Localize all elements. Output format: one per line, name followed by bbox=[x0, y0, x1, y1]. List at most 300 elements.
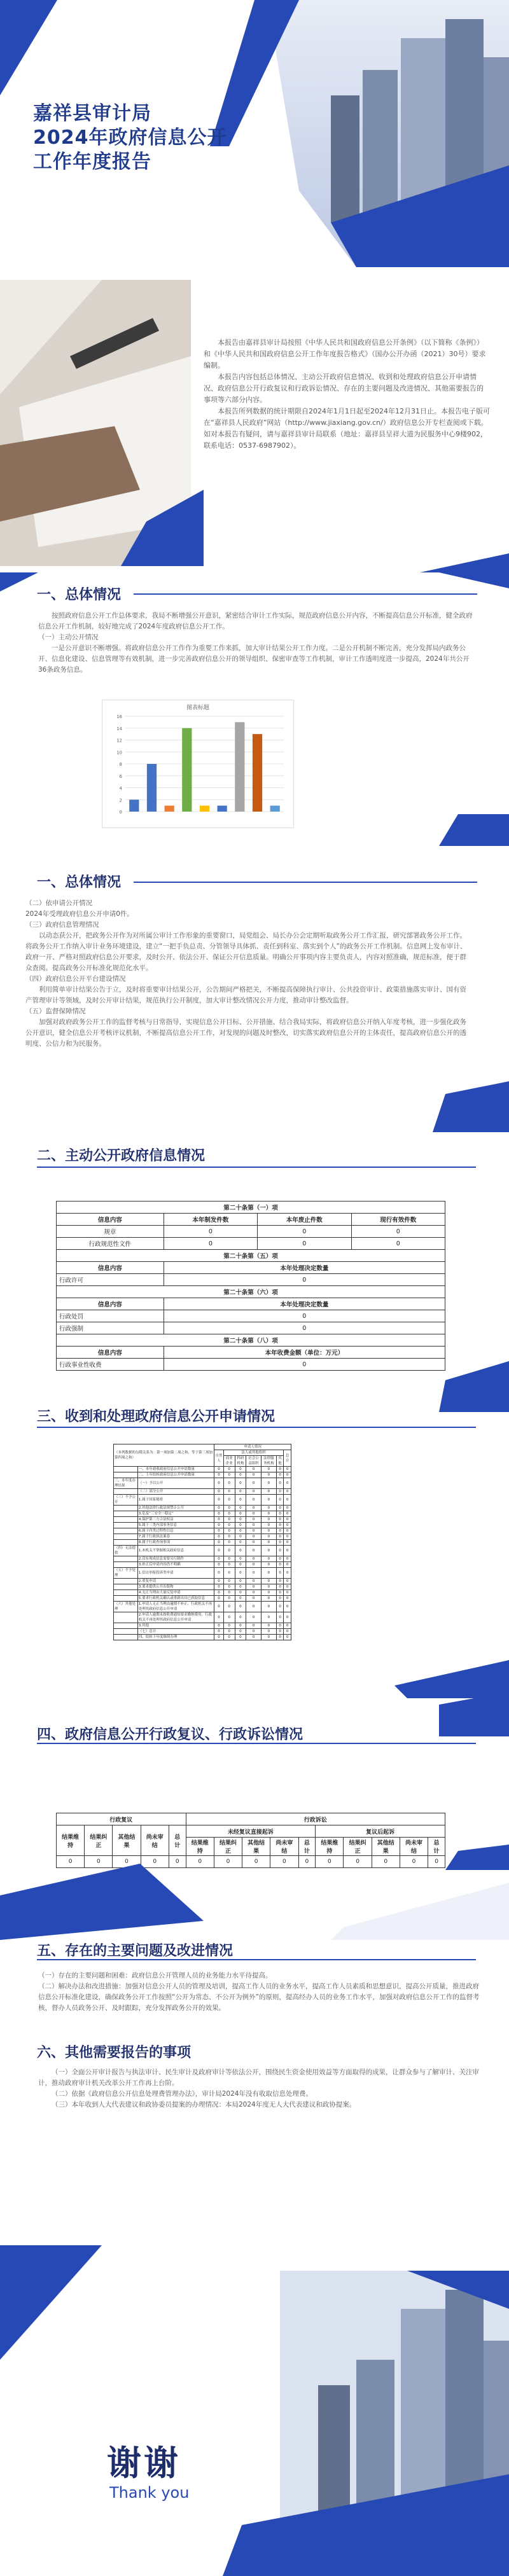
table-cell: 0 bbox=[235, 1489, 246, 1495]
table-cell: 0 bbox=[276, 1472, 284, 1478]
table-cell: 0 bbox=[261, 1568, 276, 1579]
chart-y-tick: 4 bbox=[119, 786, 122, 791]
table-row bbox=[57, 1347, 445, 1359]
footer-thanks: 谢谢 bbox=[107, 2443, 181, 2483]
table-cell: 信息内容 bbox=[57, 1298, 164, 1310]
chart-bar bbox=[165, 806, 174, 812]
table-cell: 0 bbox=[276, 1568, 284, 1579]
table-cell: 0 bbox=[246, 1534, 261, 1540]
table-cell: 0 bbox=[261, 1590, 276, 1596]
table-cell: 3.补正后申请内容仍不明确 bbox=[137, 1562, 214, 1568]
chart-bar bbox=[235, 722, 244, 812]
table-row bbox=[114, 1579, 291, 1584]
table-cell: 1.信访举报投诉类申请 bbox=[137, 1568, 214, 1579]
table-cell: 0 bbox=[223, 1534, 235, 1540]
table-cell: 结果纠正 bbox=[344, 1838, 372, 1856]
table-cell: 信息内容 bbox=[57, 1347, 164, 1359]
table-cell: （二）部分公开 bbox=[137, 1489, 214, 1495]
table-cell: 0 bbox=[284, 1590, 291, 1596]
table-cell: 行政复议 bbox=[57, 1813, 186, 1825]
table-cell: 0 bbox=[223, 1467, 235, 1472]
table-cell: 总计 bbox=[284, 1450, 291, 1467]
heading-underline bbox=[37, 1167, 476, 1168]
section-issues-heading: 五、存在的主要问题及改进情况 bbox=[37, 1943, 234, 1959]
table-cell: 结果维持 bbox=[316, 1838, 344, 1856]
table-cell: 0 bbox=[214, 1546, 224, 1556]
table-cell: 0 bbox=[261, 1540, 276, 1546]
table-cell: 0 bbox=[246, 1562, 261, 1568]
table-cell: 未经复议直接起诉 bbox=[186, 1825, 316, 1838]
table-row bbox=[114, 1584, 291, 1590]
cover-intro-p2: 本报告内容包括总体情况、主动公开政府信息情况、收到和处理政府信息公开申请情况、政府信息公开行政复议和行政诉讼情况、存在的主要问题及改进情况、其他需要报告的事项等六部分内容。 bbox=[204, 373, 484, 404]
table-cell: 结果纠正 bbox=[85, 1825, 113, 1856]
table-cell: 0 bbox=[284, 1495, 291, 1506]
table-cell: 0 bbox=[214, 1472, 224, 1478]
table-cell: 结果纠正 bbox=[214, 1838, 242, 1856]
section-proactive bbox=[0, 1132, 509, 1399]
section-overview-text bbox=[38, 611, 477, 675]
table-cell: 本年废止件数 bbox=[258, 1214, 351, 1226]
table-cell: 0 bbox=[235, 1540, 246, 1546]
table-cell: 0 bbox=[284, 1546, 291, 1556]
table-cell: 0 bbox=[223, 1623, 235, 1629]
table-cell: 0 bbox=[223, 1562, 235, 1568]
table-cell: 0 bbox=[261, 1546, 276, 1556]
section-overview-continued-heading: 一、总体情况 bbox=[37, 875, 122, 890]
table-cell: 0 bbox=[261, 1584, 276, 1590]
table-cell: 0 bbox=[261, 1472, 276, 1478]
table-cell: 本年处理决定数量 bbox=[164, 1298, 445, 1310]
table-row bbox=[114, 1629, 291, 1635]
table-cell: 0 bbox=[276, 1590, 284, 1596]
table-cell: 0 bbox=[235, 1579, 246, 1584]
table-cell: 0 bbox=[246, 1540, 261, 1546]
table-cell: 0 bbox=[214, 1489, 224, 1495]
table-cell: 0 bbox=[276, 1629, 284, 1635]
chart-bar bbox=[129, 800, 139, 812]
table-cell: 0 bbox=[235, 1562, 246, 1568]
table-cell: 0 bbox=[261, 1495, 276, 1506]
table-cell bbox=[114, 1623, 138, 1629]
table-cell: 0 bbox=[223, 1629, 235, 1635]
section-issues bbox=[0, 1934, 509, 2245]
table-cell: 0 bbox=[372, 1856, 400, 1868]
table-cell bbox=[114, 1590, 138, 1596]
table-row bbox=[57, 1274, 445, 1286]
table-cell: 其他 bbox=[276, 1456, 284, 1467]
table-cell: 5.要求行政机关确认或重新出具已获取信息 bbox=[137, 1596, 214, 1602]
table-cell: 3.其他 bbox=[137, 1623, 214, 1629]
table-cell: 0 bbox=[235, 1546, 246, 1556]
heading-underline bbox=[37, 1743, 476, 1744]
table-cell: 1.本机关不掌握相关政府信息 bbox=[137, 1546, 214, 1556]
cover-title bbox=[33, 102, 227, 174]
table-row bbox=[114, 1556, 291, 1562]
table-cell bbox=[114, 1579, 138, 1584]
overview-chart bbox=[102, 700, 294, 828]
table-cell: 复议后起诉 bbox=[316, 1825, 445, 1838]
table-cell: 0 bbox=[276, 1562, 284, 1568]
table-cell bbox=[114, 1511, 138, 1517]
table-cell: 0 bbox=[242, 1856, 270, 1868]
table-cell: 0 bbox=[223, 1590, 235, 1596]
table-cell: 0 bbox=[284, 1534, 291, 1540]
table-cell: 0 bbox=[261, 1612, 276, 1623]
chart-y-tick: 2 bbox=[119, 798, 122, 803]
chart-title: 图表标题 bbox=[186, 705, 209, 711]
table-row bbox=[114, 1511, 291, 1517]
cover-title-line-1: 嘉祥县审计局 bbox=[33, 102, 151, 125]
table-row bbox=[114, 1596, 291, 1602]
table-row bbox=[57, 1813, 445, 1825]
table-cell: 0 bbox=[186, 1856, 214, 1868]
overview2-line-6: 利用简单审计结果公告于立，及时将重要审计结果公开，公告期间严格把关，不断提高保障执行审计、公共投资审计、政策措施落实审计、国有资产管理审计等领域，及时公开审计结果，规范执行公开制度，加大审计整改情况公开力度，推动审计整改监督。 bbox=[25, 986, 466, 1004]
table-cell: 0 bbox=[246, 1623, 261, 1629]
table-cell: 0 bbox=[276, 1602, 284, 1612]
chart-y-tick: 6 bbox=[119, 773, 122, 779]
table-cell: 0 bbox=[235, 1478, 246, 1489]
table-cell bbox=[114, 1629, 138, 1635]
table-cell: 0 bbox=[214, 1596, 224, 1602]
table-cell: 0 bbox=[284, 1478, 291, 1489]
section-other-text bbox=[38, 2067, 484, 2110]
table-row bbox=[57, 1334, 445, 1347]
table-row bbox=[114, 1534, 291, 1540]
overview-sub1: （一）主动公开情况 bbox=[38, 634, 99, 641]
table-cell: 0 bbox=[235, 1635, 246, 1640]
table-cell: 商业企业 bbox=[223, 1456, 235, 1467]
table-cell: 0 bbox=[276, 1596, 284, 1602]
table-cell: 6.属于四类过程性信息 bbox=[137, 1528, 214, 1534]
table-cell: 0 bbox=[214, 1562, 224, 1568]
table-cell: 0 bbox=[284, 1579, 291, 1584]
table-section-cell: 第二十条第（一）项 bbox=[57, 1201, 445, 1214]
chart-y-tick: 12 bbox=[116, 738, 122, 744]
table-cell: 0 bbox=[284, 1623, 291, 1629]
cover-section bbox=[0, 0, 509, 572]
table-cell: （一）予以公开 bbox=[137, 1478, 214, 1489]
table-cell: 0 bbox=[235, 1467, 246, 1472]
table-cell: 0 bbox=[246, 1568, 261, 1579]
table-row bbox=[114, 1568, 291, 1579]
table-cell: 0 bbox=[235, 1596, 246, 1602]
table-cell: 0 bbox=[258, 1238, 351, 1250]
table-cell: 0 bbox=[235, 1584, 246, 1590]
table-row bbox=[114, 1528, 291, 1534]
table-cell: 0 bbox=[235, 1523, 246, 1528]
table-cell: 0 bbox=[246, 1579, 261, 1584]
table-cell: 一、本年新收政府信息公开申请数量 bbox=[137, 1467, 214, 1472]
table-cell: 0 bbox=[223, 1528, 235, 1534]
overview2-line-3: （三）政府信息管理情况 bbox=[25, 921, 99, 929]
table-cell: 4.保护第三方合法权益 bbox=[137, 1517, 214, 1523]
table-row bbox=[114, 1523, 291, 1528]
table-cell: 0 bbox=[113, 1856, 141, 1868]
chart-y-tick: 8 bbox=[119, 762, 122, 767]
table-cell: 0 bbox=[223, 1540, 235, 1546]
table-cell: 尚未审结 bbox=[270, 1838, 298, 1856]
table-cell: 0 bbox=[261, 1623, 276, 1629]
table-cell: 0 bbox=[261, 1528, 276, 1534]
other-line-1: （一）全面公开审计报告与执法审计、民生审计及政府审计等依法公开，围绕民生资金使用效益等方面取得的成果，让群众参与了解审计、关注审计，推动政府审计机关改革公开工作再上台阶。 bbox=[38, 2068, 479, 2087]
table-cell: 0 bbox=[284, 1506, 291, 1511]
table-cell: 0 bbox=[261, 1467, 276, 1472]
table-cell: 0 bbox=[223, 1584, 235, 1590]
table-cell: 0 bbox=[261, 1556, 276, 1562]
table-row bbox=[57, 1286, 445, 1298]
table-cell: 0 bbox=[235, 1612, 246, 1623]
table-cell: 0 bbox=[276, 1623, 284, 1629]
table-cell: 0 bbox=[223, 1602, 235, 1612]
table-cell: 0 bbox=[276, 1528, 284, 1534]
heading-underline bbox=[37, 1427, 476, 1428]
section-overview-bottom-deco bbox=[0, 814, 509, 865]
table-cell bbox=[114, 1472, 138, 1478]
table-cell: 0 bbox=[223, 1579, 235, 1584]
table-row bbox=[114, 1489, 291, 1495]
table-cell: 0 bbox=[246, 1629, 261, 1635]
table-cell: 总计 bbox=[298, 1838, 316, 1856]
table-cell: 0 bbox=[284, 1568, 291, 1579]
table-cell: 0 bbox=[214, 1623, 224, 1629]
table-cell: 0 bbox=[351, 1238, 445, 1250]
chart-y-tick: 0 bbox=[119, 810, 122, 815]
table-cell bbox=[114, 1556, 138, 1562]
table-cell: 1.申请人无正当理由逾期不补正、行政机关不再处理其政府信息公开申请 bbox=[137, 1602, 214, 1612]
table-cell: 2.其他法律行政法规禁止公开 bbox=[137, 1506, 214, 1511]
table-cell: 现行有效件数 bbox=[351, 1214, 445, 1226]
other-line-2: （二）依据《政府信息公开信息处理费管理办法》，审计局2024年没有收取信息处理费。 bbox=[52, 2090, 312, 2098]
table-cell: 0 bbox=[246, 1590, 261, 1596]
table-cell: 0 bbox=[214, 1579, 224, 1584]
table-cell: 0 bbox=[261, 1596, 276, 1602]
table-cell: 0 bbox=[223, 1495, 235, 1506]
table-cell: 1.属于国家秘密 bbox=[137, 1495, 214, 1506]
table-row bbox=[57, 1298, 445, 1310]
table-cell: 总计 bbox=[428, 1838, 445, 1856]
table-cell: 0 bbox=[214, 1584, 224, 1590]
table-cell: 3.危及“三安全一稳定” bbox=[137, 1511, 214, 1517]
table-cell: 0 bbox=[246, 1596, 261, 1602]
table-cell: （本列数据的勾稽关系为：第一项加第二项之和，等于第三项加第四项之和） bbox=[114, 1444, 214, 1467]
table-cell: 0 bbox=[246, 1528, 261, 1534]
table-cell: 尚未审结 bbox=[400, 1838, 428, 1856]
cover-intro-p3: 本报告所列数据的统计期限自2024年1月1日起至2024年12月31日止。本报告电子版可在“嘉祥县人民政府”网站（http://www.jiaxiang.gov.cn/）政府信息公开专栏查阅或下载。如对本报告有疑问，请与嘉祥县审计局联系（地址：嘉祥县呈祥大道为民服务中心9楼902，联系电话：0537-6987902）。 bbox=[204, 407, 490, 450]
table-cell: 其他结果 bbox=[113, 1825, 141, 1856]
table-cell bbox=[114, 1489, 138, 1495]
table-cell: 0 bbox=[214, 1568, 224, 1579]
table-cell: （四）无法提供 bbox=[114, 1546, 138, 1556]
table-cell: 0 bbox=[223, 1517, 235, 1523]
footer-buildings-image bbox=[0, 2245, 509, 2576]
table-cell: 0 bbox=[235, 1511, 246, 1517]
table-cell: 4.无正当理由大量反复申请 bbox=[137, 1590, 214, 1596]
table-cell: 0 bbox=[223, 1472, 235, 1478]
table-cell: 本年制发件数 bbox=[164, 1214, 257, 1226]
table-cell: 0 bbox=[214, 1540, 224, 1546]
table-cell: 0 bbox=[276, 1556, 284, 1562]
section-proactive-heading: 二、主动公开政府信息情况 bbox=[37, 1148, 206, 1164]
table-cell: （五）不予处理 bbox=[114, 1568, 138, 1579]
table-cell: 0 bbox=[214, 1467, 224, 1472]
overview2-line-7: （五）监督保障情况 bbox=[25, 1008, 86, 1015]
table-cell: 0 bbox=[261, 1523, 276, 1528]
table-cell: 0 bbox=[164, 1274, 445, 1286]
table-cell: 总计 bbox=[169, 1825, 186, 1856]
table-cell: 2.没有现成信息需要另行制作 bbox=[137, 1556, 214, 1562]
overview2-line-1: （二）依申请公开情况 bbox=[25, 899, 92, 907]
table-row bbox=[57, 1226, 445, 1238]
table-cell: 结果维持 bbox=[57, 1825, 85, 1856]
table-row bbox=[114, 1506, 291, 1511]
table-cell: 四、结转下年度继续办理 bbox=[137, 1635, 214, 1640]
table-cell: 0 bbox=[261, 1629, 276, 1635]
table-row bbox=[114, 1472, 291, 1478]
table-section-cell: 第二十条第（六）项 bbox=[57, 1286, 445, 1298]
table-cell: 0 bbox=[246, 1495, 261, 1506]
table-cell: 0 bbox=[246, 1635, 261, 1640]
table-cell: 0 bbox=[214, 1495, 224, 1506]
table-cell: 0 bbox=[246, 1556, 261, 1562]
table-cell: 0 bbox=[246, 1602, 261, 1612]
table-cell: 0 bbox=[246, 1546, 261, 1556]
table-cell: 申请人情况 bbox=[214, 1444, 291, 1450]
table-cell bbox=[114, 1523, 138, 1528]
table-row bbox=[114, 1562, 291, 1568]
table-cell: 行政许可 bbox=[57, 1274, 164, 1286]
table-row bbox=[57, 1322, 445, 1334]
applications-table bbox=[113, 1444, 291, 1640]
table-cell: 0 bbox=[316, 1856, 344, 1868]
table-cell bbox=[114, 1612, 138, 1623]
table-cell: 0 bbox=[214, 1590, 224, 1596]
table-cell: 0 bbox=[284, 1602, 291, 1612]
table-cell: 0 bbox=[276, 1534, 284, 1540]
table-cell: 0 bbox=[235, 1506, 246, 1511]
table-cell: 法人或其他组织 bbox=[223, 1450, 284, 1456]
chart-y-tick: 10 bbox=[116, 750, 122, 756]
table-row bbox=[57, 1238, 445, 1250]
cover-title-line-2: 2024年政府信息公开 bbox=[33, 127, 227, 149]
section-applications bbox=[0, 1399, 509, 1736]
chart-y-tick: 14 bbox=[116, 726, 122, 731]
overview2-line-4: 以动态获公开，把政务公开作为对所属公审计工作形象的重要窗口，局党组会、局长办公会定期听取政务公开工作汇报，研究部署政务公开工作。将政务公开工作纳入审计业务环境建设，建立“一把手负总责、分管领导具体抓、责任到科室、落实到个人”的政务公开工作机制。信息网上发布审计、政府一开、严格对照政府信息公开要求，及时公开、依法公开、保证公开信息质量。明确公开事项内容主要负责人，内容对照准确，规范标准，便于群众查阅。提高政务公开标准化规范化水平。 bbox=[25, 932, 467, 972]
table-cell: 0 bbox=[223, 1635, 235, 1640]
table-cell: 0 bbox=[214, 1602, 224, 1612]
overview-sub1-text: 一是公开意识不断增强。将政府信息公开工作作为重要工作来抓，加大审计结果公开工作力度。二是公开机制不断完善，充分发挥局内政务公开、信息化建设、信息管理等有效机制，进一步完善政府信息公开的领导组织、保密审查等工作机制，审计工作透明度进一步提高，2024年共公开36条政务信息。 bbox=[38, 644, 470, 674]
table-cell: 行政事业性收费 bbox=[57, 1359, 164, 1371]
table-cell: 0 bbox=[164, 1322, 445, 1334]
table-row bbox=[114, 1623, 291, 1629]
table-cell bbox=[114, 1534, 138, 1540]
table-row bbox=[114, 1517, 291, 1523]
table-cell: 行政规范性文件 bbox=[57, 1238, 164, 1250]
table-section-cell: 第二十条第（八）项 bbox=[57, 1334, 445, 1347]
table-cell: 0 bbox=[223, 1568, 235, 1579]
table-cell: 信息内容 bbox=[57, 1262, 164, 1274]
table-cell: （三）不予公开 bbox=[114, 1495, 138, 1506]
table-cell bbox=[114, 1584, 138, 1590]
table-cell: 0 bbox=[284, 1612, 291, 1623]
table-cell: 0 bbox=[141, 1856, 169, 1868]
table-cell: 0 bbox=[284, 1517, 291, 1523]
other-line-3: （三）本年收到人大代表建议和政协委员提案的办理情况：本局2024年度无人大代表建议和政协提案。 bbox=[52, 2101, 356, 2109]
table-cell: 0 bbox=[235, 1495, 246, 1506]
table-cell: 0 bbox=[246, 1478, 261, 1489]
table-cell: 3.要求提供公开出版物 bbox=[137, 1584, 214, 1590]
chart-bar bbox=[270, 806, 280, 812]
cover-intro bbox=[204, 337, 490, 452]
table-cell: 0 bbox=[223, 1489, 235, 1495]
cover-intro-p1: 本报告由嘉祥县审计局按照《中华人民共和国政府信息公开条例》（以下简称《条例》）和《中华人民共和国政府信息公开工作年度报告格式》（国办公开办函（2021）30号）要求编制。 bbox=[204, 338, 486, 370]
table-row bbox=[114, 1546, 291, 1556]
table-cell: 0 bbox=[284, 1584, 291, 1590]
table-cell bbox=[114, 1467, 138, 1472]
table-cell: 0 bbox=[57, 1856, 85, 1868]
cover-title-line-3: 工作年度报告 bbox=[33, 151, 151, 173]
table-row bbox=[57, 1825, 445, 1838]
table-cell: 0 bbox=[223, 1478, 235, 1489]
table-cell: 0 bbox=[276, 1517, 284, 1523]
table-cell: 0 bbox=[235, 1568, 246, 1579]
table-cell: 科研机构 bbox=[235, 1456, 246, 1467]
table-cell: 0 bbox=[270, 1856, 298, 1868]
table-cell: 0 bbox=[164, 1359, 445, 1371]
table-cell: 0 bbox=[246, 1612, 261, 1623]
table-row bbox=[114, 1540, 291, 1546]
table-cell bbox=[114, 1528, 138, 1534]
table-cell: 信息内容 bbox=[57, 1214, 164, 1226]
table-cell bbox=[114, 1596, 138, 1602]
table-cell: 0 bbox=[276, 1612, 284, 1623]
table-cell: 0 bbox=[246, 1506, 261, 1511]
section-review-heading: 四、政府信息公开行政复议、行政诉讼情况 bbox=[37, 1727, 303, 1743]
table-cell: 规章 bbox=[57, 1226, 164, 1238]
overview2-line-8: 加强对政府政务公开工作的监督考核与日常指导，实现信息公开目标、公开措施、结合我局实际，将政府信息公开纳入年度考核，进一步强化政务公开意识，健全信息公开考核评议机制，不断提高信息公开工作，对发现的问题及时整改，切实落实政府信息公开的主体责任，提高政府信息公开的透明度、公信力和为民服务。 bbox=[25, 1018, 466, 1048]
table-cell: 0 bbox=[246, 1489, 261, 1495]
table-cell: 0 bbox=[214, 1635, 224, 1640]
table-cell: 0 bbox=[214, 1612, 224, 1623]
table-cell: 0 bbox=[284, 1596, 291, 1602]
table-cell: 0 bbox=[276, 1546, 284, 1556]
table-cell: 0 bbox=[223, 1523, 235, 1528]
table-cell: （七）总计 bbox=[137, 1629, 214, 1635]
table-cell: 0 bbox=[246, 1467, 261, 1472]
table-row bbox=[114, 1590, 291, 1596]
table-cell: 0 bbox=[261, 1562, 276, 1568]
table-cell: 0 bbox=[164, 1226, 257, 1238]
table-cell: 0 bbox=[400, 1856, 428, 1868]
table-row bbox=[114, 1612, 291, 1623]
table-cell: 0 bbox=[214, 1478, 224, 1489]
table-cell: 二、上年结转政府信息公开申请数量 bbox=[137, 1472, 214, 1478]
table-row bbox=[57, 1250, 445, 1262]
table-row bbox=[114, 1635, 291, 1640]
table-cell: 0 bbox=[284, 1472, 291, 1478]
table-cell: 0 bbox=[276, 1635, 284, 1640]
overview-paragraph: 按照政府信息公开工作总体要求，我局不断增强公开意识，紧密结合审计工作实际，规范政府信息公开内容，不断提高信息公开标准，健全政府信息公开工作机制，较好地完成了2024年度政府信息公开工作。 bbox=[38, 612, 473, 630]
table-row bbox=[57, 1262, 445, 1274]
table-cell: 7.属于行政执法案卷 bbox=[137, 1534, 214, 1540]
table-cell: 0 bbox=[284, 1528, 291, 1534]
table-cell: 自然人 bbox=[214, 1450, 224, 1467]
table-cell: 0 bbox=[261, 1534, 276, 1540]
table-row bbox=[57, 1214, 445, 1226]
table-section-cell: 第二十条第（五）项 bbox=[57, 1250, 445, 1262]
section-issues-text bbox=[38, 1970, 484, 2014]
table-cell: 0 bbox=[276, 1478, 284, 1489]
table-cell: 2.申请人逾期未按收费通知要求缴纳费用、行政机关不再处理其政府信息公开申请 bbox=[137, 1612, 214, 1623]
